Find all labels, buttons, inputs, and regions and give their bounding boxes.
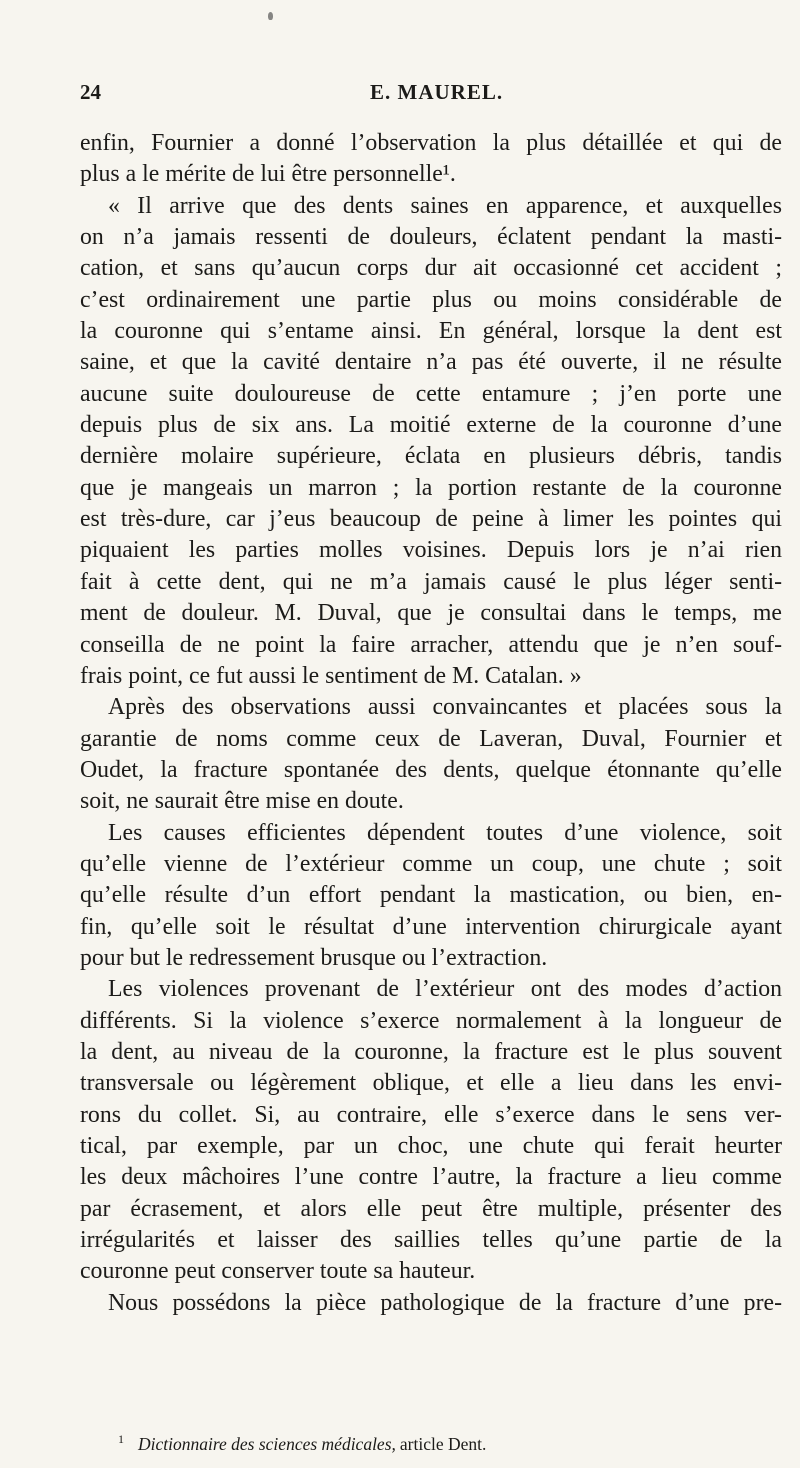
- page-number: 24: [80, 80, 101, 104]
- text-line: pour but le redressement brusque ou l’extraction.: [80, 944, 548, 971]
- page-header: [80, 80, 780, 110]
- text-line: Oudet, la fracture spontanée des dents, quelque étonnante qu’elle: [80, 756, 782, 783]
- text-line: fait à cette dent, qui ne m’a jamais causé le plus léger senti-: [80, 568, 782, 595]
- text-line: cation, et sans qu’aucun corps dur ait occasionné cet accident ;: [80, 255, 782, 282]
- text-line: aucune suite douloureuse de cette entamure ; j’en porte une: [80, 380, 782, 407]
- text-line: « Il arrive que des dents saines en apparence, et auxquelles: [108, 192, 782, 219]
- footnote-text: article Dent.: [399, 1433, 487, 1454]
- text-line: que je mangeais un marron ; la portion restante de la couronne: [80, 474, 782, 501]
- text-line: frais point, ce fut aussi le sentiment de M. Catalan. »: [80, 662, 582, 689]
- text-line: piquaient les parties molles voisines. Depuis lors je n’ai rien: [80, 537, 782, 564]
- text-line: dernière molaire supérieure, éclata en plusieurs débris, tandis: [80, 443, 782, 470]
- text-line: garantie de noms comme ceux de Laveran, Duval, Fournier et: [80, 725, 782, 752]
- text-line: soit, ne saurait être mise en doute.: [80, 788, 404, 815]
- text-line: fin, qu’elle soit le résultat d’une intervention chirurgicale ayant: [80, 913, 782, 940]
- text-line: saine, et que la cavité dentaire n’a pas été ouverte, il ne résulte: [80, 349, 782, 376]
- text-line: irrégularités et laisser des saillies telles qu’une partie de la: [80, 1227, 782, 1254]
- text-line: Nous possédons la pièce pathologique de la fracture d’une pre-: [108, 1289, 782, 1316]
- text-line: ment de douleur. M. Duval, que je consultai dans le temps, me: [80, 600, 782, 627]
- text-line: rons du collet. Si, au contraire, elle s’exerce dans le sens ver-: [80, 1101, 782, 1128]
- text-line: couronne peut conserver toute sa hauteur.: [80, 1258, 476, 1285]
- text-line: par écrasement, et alors elle peut être multiple, présenter des: [80, 1195, 782, 1222]
- running-head: E. MAUREL.: [370, 80, 504, 104]
- text-line: on n’a jamais ressenti de douleurs, éclatent pendant la masti-: [80, 224, 782, 251]
- text-line: plus a le mérite de lui être personnelle¹.: [80, 161, 456, 188]
- text-line: différents. Si la violence s’exerce normalement à la longueur de: [80, 1007, 782, 1034]
- text-line: Les violences provenant de l’extérieur ont des modes d’action: [108, 976, 782, 1003]
- text-line: la dent, au niveau de la couronne, la fracture est le plus souvent: [80, 1038, 782, 1065]
- body-text: [80, 128, 782, 1319]
- footnote: [118, 1432, 718, 1455]
- text-line: enfin, Fournier a donné l’observation la plus détaillée et qui de: [80, 130, 782, 156]
- text-line: c’est ordinairement une partie plus ou moins considérable de: [80, 286, 782, 313]
- ink-speck: [268, 12, 273, 20]
- text-line: tical, par exemple, par un choc, une chute qui ferait heurter: [80, 1133, 782, 1159]
- text-line: qu’elle vienne de l’extérieur comme un coup, une chute ; soit: [80, 850, 782, 877]
- text-line: qu’elle résulte d’un effort pendant la mastication, ou bien, en-: [80, 882, 782, 909]
- text-line: les deux mâchoires l’une contre l’autre, la fracture a lieu comme: [80, 1164, 782, 1191]
- text-line: est très-dure, car j’eus beaucoup de peine à limer les pointes qui: [80, 506, 782, 533]
- text-line: Après des observations aussi convaincantes et placées sous la: [108, 694, 782, 721]
- footnote-marker: 1: [118, 1432, 124, 1446]
- text-line: depuis plus de six ans. La moitié externe de la couronne d’une: [80, 412, 782, 439]
- text-line: conseilla de ne point la faire arracher, attendu que je n’en souf-: [80, 631, 782, 658]
- text-line: la couronne qui s’entame ainsi. En général, lorsque la dent est: [80, 318, 782, 345]
- footnote-title: Dictionnaire des sciences médicales,: [138, 1433, 396, 1454]
- text-line: transversale ou légèrement oblique, et elle a lieu dans les envi-: [80, 1070, 782, 1097]
- text-line: Les causes efficientes dépendent toutes d’une violence, soit: [108, 819, 782, 846]
